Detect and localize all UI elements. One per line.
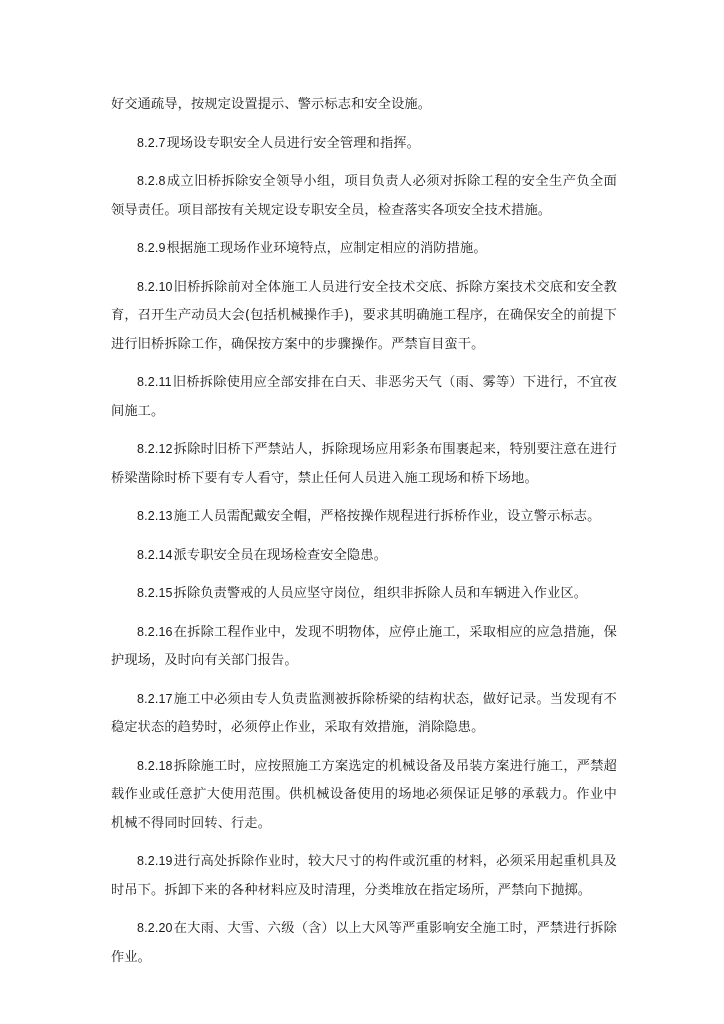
- clause-text: 拆除负责警戒的人员应坚守岗位，组织非拆除人员和车辆进入作业区。: [173, 586, 588, 601]
- clause-text: 旧桥拆除使用应全部安排在白天、非恶劣天气（雨、雾等）下进行，不宜夜间施工。: [111, 375, 617, 419]
- clause-number: 8.2.16: [137, 624, 173, 639]
- clause-8-2-13: [111, 502, 617, 532]
- clause-number: 8.2.13: [137, 509, 173, 523]
- clause-text: 拆除施工时，应按照施工方案选定的机械设备及吊装方案进行施工，严禁超载作业或任意扩大使用范围。供机械设备使用的场地必须保证足够的承载力。作业中机械不得同时回转、行走。: [111, 758, 617, 831]
- clause-8-2-8: [111, 167, 617, 225]
- clause-text: 在拆除工程作业中，发现不明物体，应停止施工，采取相应的应急措施，保护现场，及时向有关部门报告。: [111, 624, 617, 668]
- clause-text: 旧桥拆除前对全体施工人员进行安全技术交底、拆除方案技术交底和安全教育，召开生产动员大会(包括机械操作手)，要求其明确施工程序，在确保安全的前提下进行旧桥拆除工作，确保按方案中的步骤操作。严禁盲目蛮干。: [111, 279, 617, 352]
- clause-8-2-19: [111, 847, 617, 905]
- paragraph-text: 好交通疏导，按规定设置提示、警示标志和安全设施。: [111, 97, 432, 112]
- clause-8-2-9: [111, 234, 617, 264]
- clause-8-2-16: [111, 618, 617, 676]
- clause-number: 8.2.9: [137, 241, 166, 255]
- clause-8-2-20: [111, 914, 617, 972]
- clause-text: 拆除时旧桥下严禁站人，拆除现场应用彩条布围裹起来，特别要注意在进行桥梁凿除时桥下要有专人看守，禁止任何人员进入施工现场和桥下场地。: [111, 442, 617, 486]
- clause-8-2-11: [111, 368, 617, 426]
- clause-number: 8.2.17: [137, 691, 173, 706]
- clause-number: 8.2.10: [137, 279, 173, 294]
- document-body: [111, 91, 617, 972]
- clause-8-2-18: [111, 752, 617, 839]
- clause-text: 在大雨、大雪、六级（含）以上大风等严重影响安全施工时，严禁进行拆除作业。: [111, 921, 617, 965]
- clause-text: 现场设专职安全人员进行安全管理和指挥。: [166, 135, 420, 151]
- clause-8-2-7: [111, 129, 617, 159]
- clause-number: 8.2.14: [137, 547, 173, 562]
- clause-8-2-15: [111, 579, 617, 609]
- clause-text: 派专职安全员在现场检查安全隐患。: [173, 547, 388, 563]
- clause-text: 成立旧桥拆除安全领导小组，项目负责人必须对拆除工程的安全生产负全面领导责任。项目部按有关规定设专职安全员，检查落实各项安全技术措施。: [111, 174, 617, 218]
- clause-text: 施工人员需配戴安全帽，严格按操作规程进行拆桥作业，设立警示标志。: [173, 509, 601, 524]
- clause-text: 根据施工现场作业环境特点，应制定相应的消防措施。: [166, 241, 487, 256]
- clause-number: 8.2.18: [137, 758, 173, 773]
- clause-number: 8.2.19: [137, 854, 173, 868]
- clause-number: 8.2.11: [137, 375, 172, 389]
- clause-number: 8.2.15: [137, 586, 173, 600]
- clause-8-2-17: [111, 685, 617, 743]
- clause-8-2-14: [111, 541, 617, 571]
- clause-text: 施工中必须由专人负责监测被拆除桥梁的结构状态，做好记录。当发现有不稳定状态的趋势时，必须停止作业，采取有效措施，消除隐患。: [111, 691, 617, 735]
- clause-number: 8.2.12: [137, 442, 173, 456]
- paragraph-continuation: [111, 91, 617, 120]
- clause-number: 8.2.7: [137, 135, 166, 150]
- clause-text: 进行高处拆除作业时，较大尺寸的构件或沉重的材料，必须采用起重机具及时吊下。拆卸下来的各种材料应及时清理，分类堆放在指定场所，严禁向下抛掷。: [111, 854, 617, 898]
- clause-number: 8.2.8: [137, 174, 166, 188]
- clause-number: 8.2.20: [137, 921, 173, 935]
- clause-8-2-12: [111, 435, 617, 493]
- clause-8-2-10: [111, 273, 617, 360]
